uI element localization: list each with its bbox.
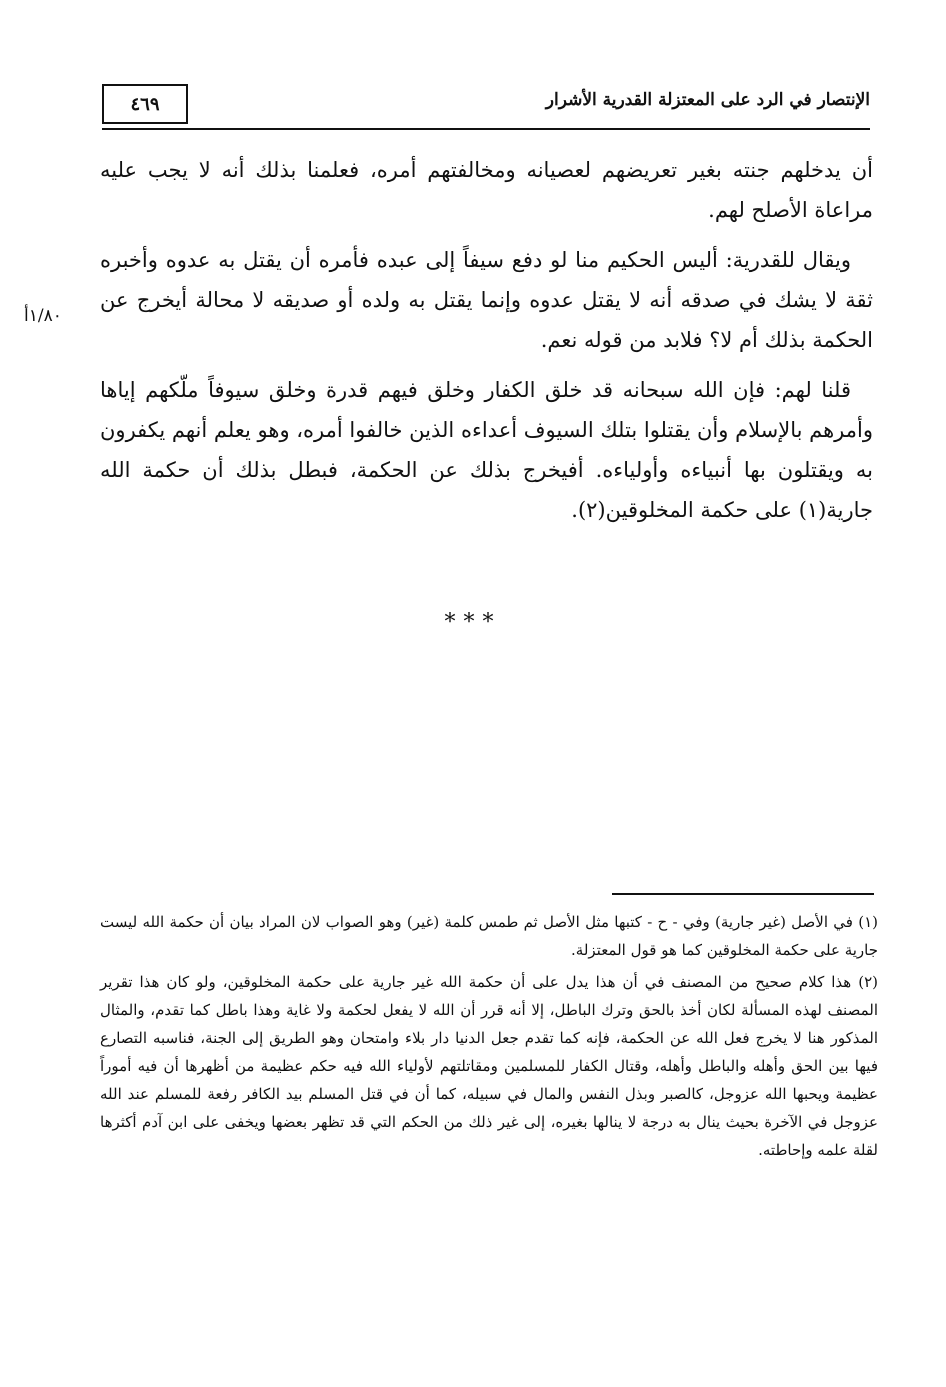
paragraph-2: ويقال للقدرية: أليس الحكيم منا لو دفع سيفاً إلى عبده فأمره أن يقتل به عدوه وأخبره ثقة لا يشك في صدقه أنه لا يقتل عدوه وإنما يقتل به ولده أو صديقه لا محالة أيخرج عن الحكمة بذلك أم لا؟ فلابد من قوله نعم. (100, 248, 874, 352)
book-title: الإنتصار في الرد على المعتزلة القدرية الأشرار (545, 90, 870, 110)
page-number: ٤٦٩ (102, 84, 188, 124)
paragraph-1: أن يدخلهم جنته بغير تعريضهم لعصيانه ومخالفتهم أمره، فعلمنا بذلك أنه لا يجب عليه مراعاة الأصلح لهم. (100, 158, 873, 222)
footnote-1 (100, 908, 878, 964)
main-text (100, 150, 873, 540)
section-separator: *** (444, 610, 502, 635)
footnotes (100, 908, 878, 1168)
footnote-number: (٢) (858, 973, 878, 991)
footnote-number: (١) (858, 913, 878, 931)
running-header (102, 84, 870, 130)
paragraph-3: قلنا لهم: فإن الله سبحانه قد خلق الكفار وخلق فيهم قدرة وخلق سيوفاً ملّكهم إياها وأمرهم بالإسلام وأن يقتلوا بتلك السيوف أعداءه الذين خالفوا أمره، وهو يعلم أنهم يكفرون به ويقتلون بها أنبياءه وأولياءه. أفيخرج بذلك عن الحكمة، فبطل بذلك أن حكمة الله جارية(١) على حكمة المخلوقين(٢). (100, 378, 873, 522)
footnote-text: في الأصل (غير جارية) وفي - ح - كتبها مثل الأصل ثم طمس كلمة (غير) وهو الصواب لان المراد بيان أن حكمة الله ليست جارية على حكمة المخلوقين كما هو قول المعتزلة. (100, 913, 878, 959)
footnote-2 (100, 968, 878, 1164)
footnote-divider (612, 893, 874, 895)
manuscript-folio-note: ١/٨٠أ (24, 306, 62, 326)
footnote-text: هذا كلام صحيح من المصنف في أن هذا يدل على أن حكمة الله غير جارية على حكمة المخلوقين، ولو كان هذا تقرير المصنف لهذه المسألة لكان أخذ بالحق وترك الباطل، إلا أنه قرر أن الله لا يفعل لحكمة ولا غاية وهذا باطل كما تقدم، والمثال المذكور هنا لا يخرج فعل الله عن الحكمة، فإنه كما تقدم جعل الدنيا دار بلاء وامتحان وهو الطريق إلى الجنة، فناسبه التصارع فيها بين الحق وأهله والباطل وأهله، وقتال الكفار للمسلمين ومقاتلتهم لأولياء الله فيه حكم عظيمة من أظهرها أن فيه أموراً عظيمة ويحبها الله عزوجل، كالصبر وبذل النفس والمال في سبيله، كما أن في قتل المسلم بيد الكافر رفعة للمسلم عند الله عزوجل في الآخرة بحيث ينال به درجة لا ينالها بغيره، إلى غير ذلك من الحكم التي قد تظهر بعضها ويخفى على ابن آدم أكثرها لقلة علمه وإحاطته. (100, 973, 879, 1159)
